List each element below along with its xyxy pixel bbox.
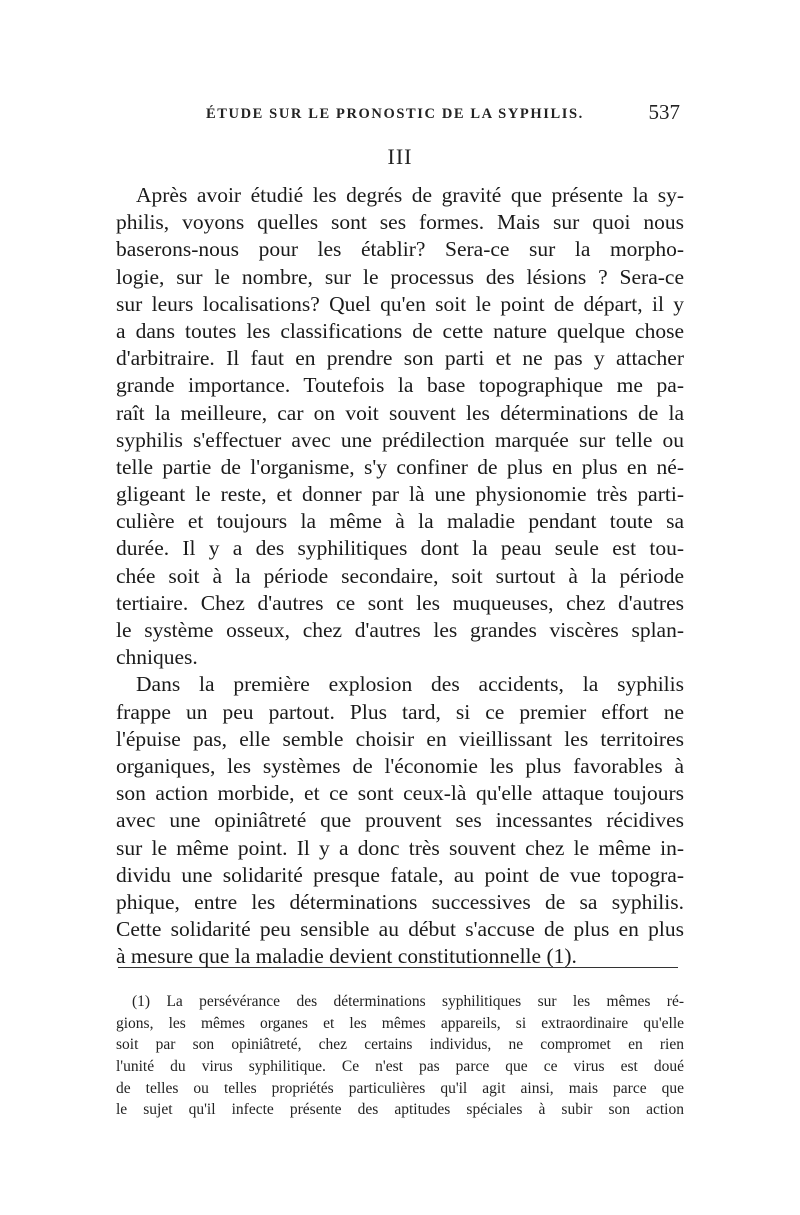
page-number: 537 [648,100,680,124]
text-line: d'arbitraire. Il faut en prendre son parti et ne pas y attacher [116,346,684,371]
text-line: avec une opiniâtreté que prouvent ses incessantes récidives [116,808,684,833]
running-title: ÉTUDE SUR LE PRONOSTIC DE LA SYPHILIS. [206,106,584,122]
text-line: Cette solidarité peu sensible au début s'accuse de plus en plus [116,917,684,942]
section-numeral: III [387,144,413,169]
footnote-line: le sujet qu'il infecte présente des aptitudes spéciales à subir son action [116,1101,684,1119]
text-line: chniques. [116,645,198,670]
footnote-line: (1) La persévérance des déterminations syphilitiques sur les mêmes ré- [132,993,684,1010]
text-line: logie, sur le nombre, sur le processus des lésions ? Sera-ce [116,264,684,289]
text-line: grande importance. Toutefois la base topographique me pa- [116,373,684,398]
text-line: syphilis s'effectuer avec une prédilection marquée sur telle ou [116,427,684,452]
text-line: durée. Il y a des syphilitiques dont la peau seule est tou- [116,536,684,561]
running-head [116,100,682,130]
text-line: sur le même point. Il y a donc très souvent chez le même in- [116,835,684,860]
text-line: philis, voyons quelles sont ses formes. Mais sur quoi nous [116,210,684,235]
text-line: frappe un peu partout. Plus tard, si ce premier effort ne [116,699,684,724]
footnote-line: soit par son opiniâtreté, chez certains individus, ne compromet en rien [116,1036,684,1054]
footnote-rule [118,967,678,968]
text-line: son action morbide, et ce sont ceux-là qu'elle attaque toujours [116,781,684,806]
text-line: telle partie de l'organisme, s'y confiner de plus en plus en né- [116,454,684,479]
body-text [116,182,684,970]
text-line: Après avoir étudié les degrés de gravité que présente la sy- [136,183,684,207]
footnote-line: gions, les mêmes organes et les mêmes appareils, si extraordinaire qu'elle [116,1014,684,1032]
text-line: raît la meilleure, car on voit souvent les déterminations de la [116,400,684,425]
text-line: chée soit à la période secondaire, soit surtout à la période [116,563,684,588]
text-line: phique, entre les déterminations successives de sa syphilis. [116,889,684,914]
text-line: a dans toutes les classifications de cette nature quelque chose [116,318,684,343]
text-line: tertiaire. Chez d'autres ce sont les muqueuses, chez d'autres [116,590,684,615]
text-line: dividu une solidarité presque fatale, au point de vue topogra- [116,862,684,887]
text-line: organiques, les systèmes de l'économie les plus favorables à [116,753,684,778]
text-line: gligeant le reste, et donner par là une physionomie très parti- [116,482,684,507]
footnote-line: de telles ou telles propriétés particulières qu'il agit ainsi, mais parce que [116,1079,684,1097]
text-line: Dans la première explosion des accidents, la syphilis [136,672,684,697]
text-line: baserons-nous pour les établir? Sera-ce sur la morpho- [116,237,684,262]
footnote [116,991,684,1121]
text-line: sur leurs localisations? Quel qu'en soit le point de départ, il y [116,291,684,316]
text-line: à mesure que la maladie devient constitutionnelle (1). [116,944,577,969]
text-line: le système osseux, chez d'autres les grandes viscères splan- [116,618,684,642]
text-line: l'épuise pas, elle semble choisir en vieillissant les territoires [116,726,684,751]
text-line: culière et toujours la même à la maladie pendant toute sa [116,509,684,534]
footnote-line: l'unité du virus syphilitique. Ce n'est pas parce que ce virus est doué [116,1058,684,1076]
